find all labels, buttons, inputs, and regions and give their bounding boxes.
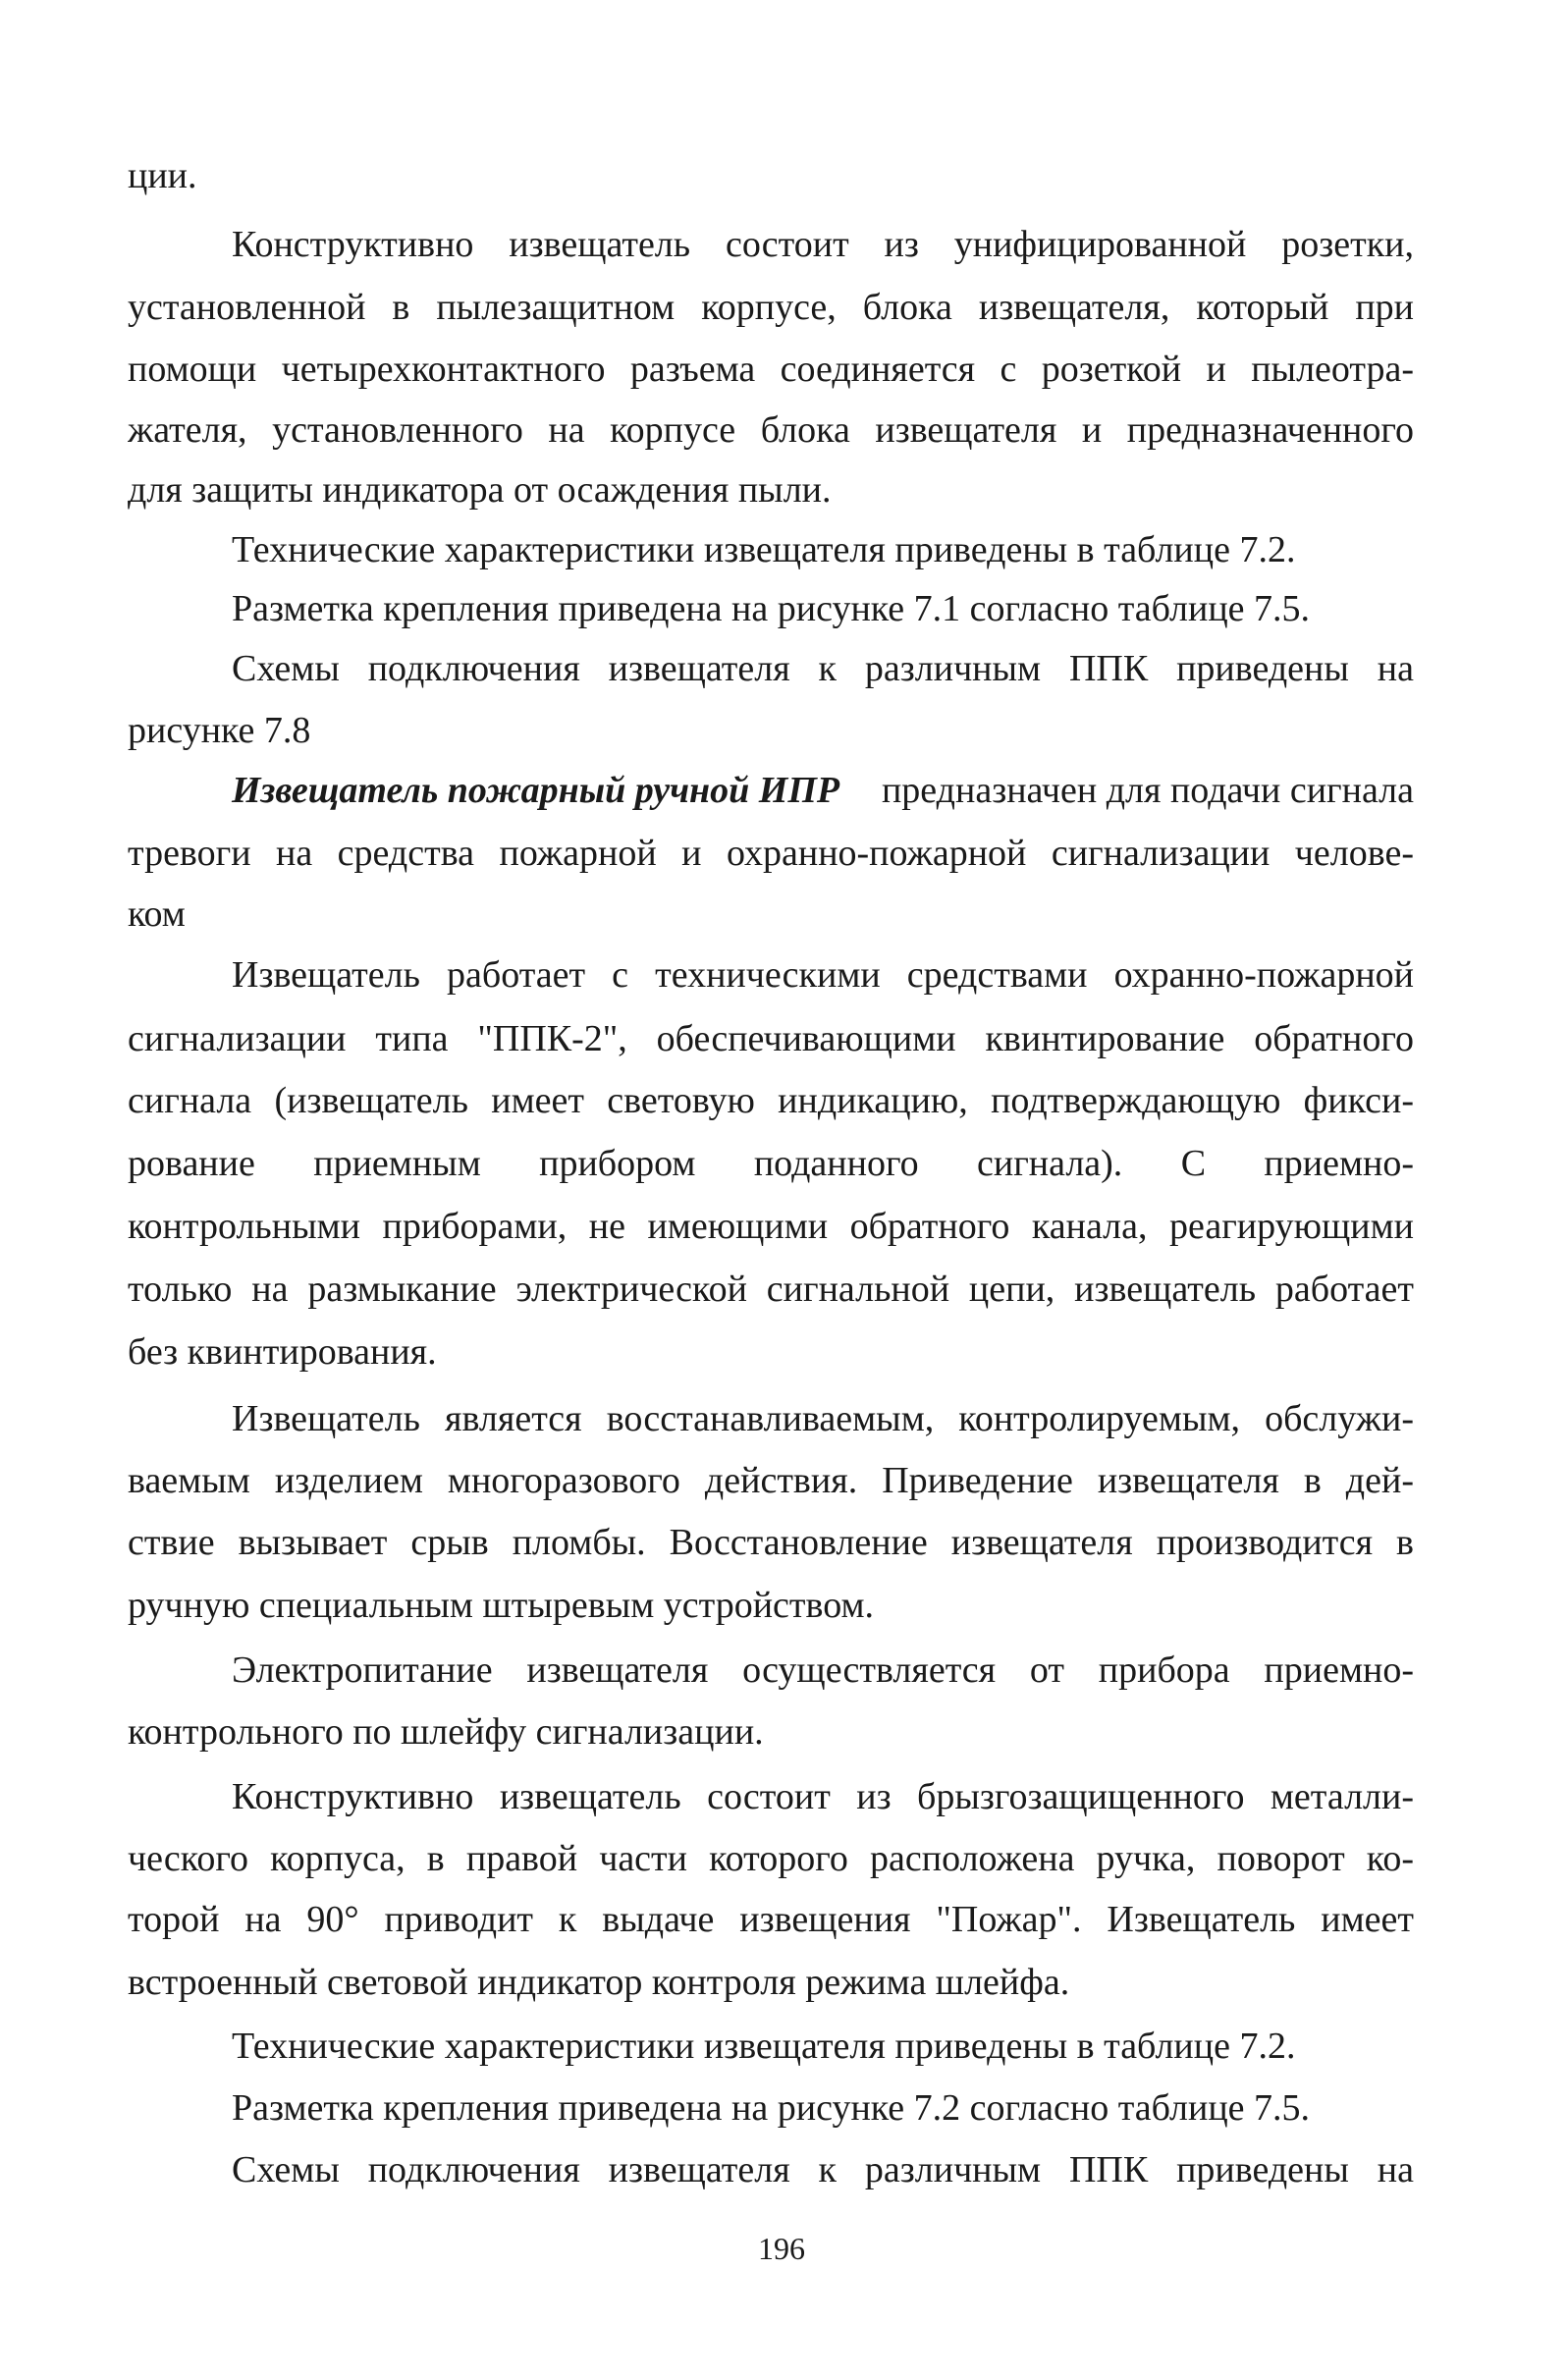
text-line: ческого корпуса, в правой части которого расположена ручка, поворот ко- <box>128 1840 1414 1879</box>
text-line-continuation: ции. <box>128 155 197 196</box>
text-line: встроенный световой индикатор контроля режима шлейфа. <box>128 1962 1070 2003</box>
text-fragment: предназначен для подачи сигнала <box>881 770 1414 811</box>
text-line: ваемым изделием многоразового действия. Приведение извещателя в дей- <box>128 1462 1414 1501</box>
text-line: для защиты индикатора от осаждения пыли. <box>128 469 832 511</box>
text-line: Технические характеристики извещателя приведены в таблице 7.2. <box>232 529 1296 570</box>
text-line: помощи четырехконтактного разъема соединяется с розеткой и пылеотра- <box>128 351 1414 390</box>
text-line: Схемы подключения извещателя к различным ППК приведены на <box>232 2151 1414 2190</box>
text-line: Электропитание извещателя осуществляется от прибора приемно- <box>232 1651 1414 1691</box>
text-line: без квинтирования. <box>128 1331 437 1373</box>
text-line: Разметка крепления приведена на рисунке 7.2 согласно таблице 7.5. <box>232 2087 1311 2129</box>
text-line: ручную специальным штыревым устройством. <box>128 1585 875 1626</box>
text-line: установленной в пылезащитном корпусе, блока извещателя, который при <box>128 289 1414 328</box>
text-line: Технические характеристики извещателя приведены в таблице 7.2. <box>232 2026 1296 2067</box>
text-line: Схемы подключения извещателя к различным ППК приведены на <box>232 650 1414 689</box>
text-line-with-term <box>232 772 1414 809</box>
text-line: Конструктивно извещатель состоит из брызгозащищенного металли- <box>232 1778 1414 1817</box>
text-line: рование приемным прибором поданного сигнала). С приемно- <box>128 1145 1414 1184</box>
page-number: 196 <box>758 2231 805 2266</box>
text-line: контрольными приборами, не имеющими обратного канала, реагирующими <box>128 1208 1414 1247</box>
text-line: Извещатель работает с техническими средствами охранно-пожарной <box>232 956 1414 996</box>
text-line: ствие вызывает срыв пломбы. Восстановление извещателя производится в <box>128 1524 1414 1563</box>
text-line: жателя, установленного на корпусе блока извещателя и предназначенного <box>128 411 1414 451</box>
text-line: торой на 90° приводит к выдаче извещения "Пожар". Извещатель имеет <box>128 1901 1414 1940</box>
text-line: сигнализации типа "ППК-2", обеспечивающими квинтирование обратного <box>128 1020 1414 1059</box>
text-line: тревоги на средства пожарной и охранно-пожарной сигнализации челове- <box>128 835 1414 874</box>
text-line: Разметка крепления приведена на рисунке 7.1 согласно таблице 7.5. <box>232 588 1311 629</box>
text-line: контрольного по шлейфу сигнализации. <box>128 1711 764 1753</box>
text-line: Извещатель является восстанавливаемым, контролируемым, обслужи- <box>232 1400 1414 1439</box>
text-line: только на размыкание электрической сигнальной цепи, извещатель работает <box>128 1270 1414 1310</box>
defined-term: Извещатель пожарный ручной ИПР <box>232 770 840 811</box>
text-line: Конструктивно извещатель состоит из унифицированной розетки, <box>232 226 1414 265</box>
text-line: сигнала (извещатель имеет световую индикацию, подтверждающую фикси- <box>128 1082 1414 1121</box>
text-line: ком <box>128 893 186 935</box>
text-line: рисунке 7.8 <box>128 710 311 751</box>
